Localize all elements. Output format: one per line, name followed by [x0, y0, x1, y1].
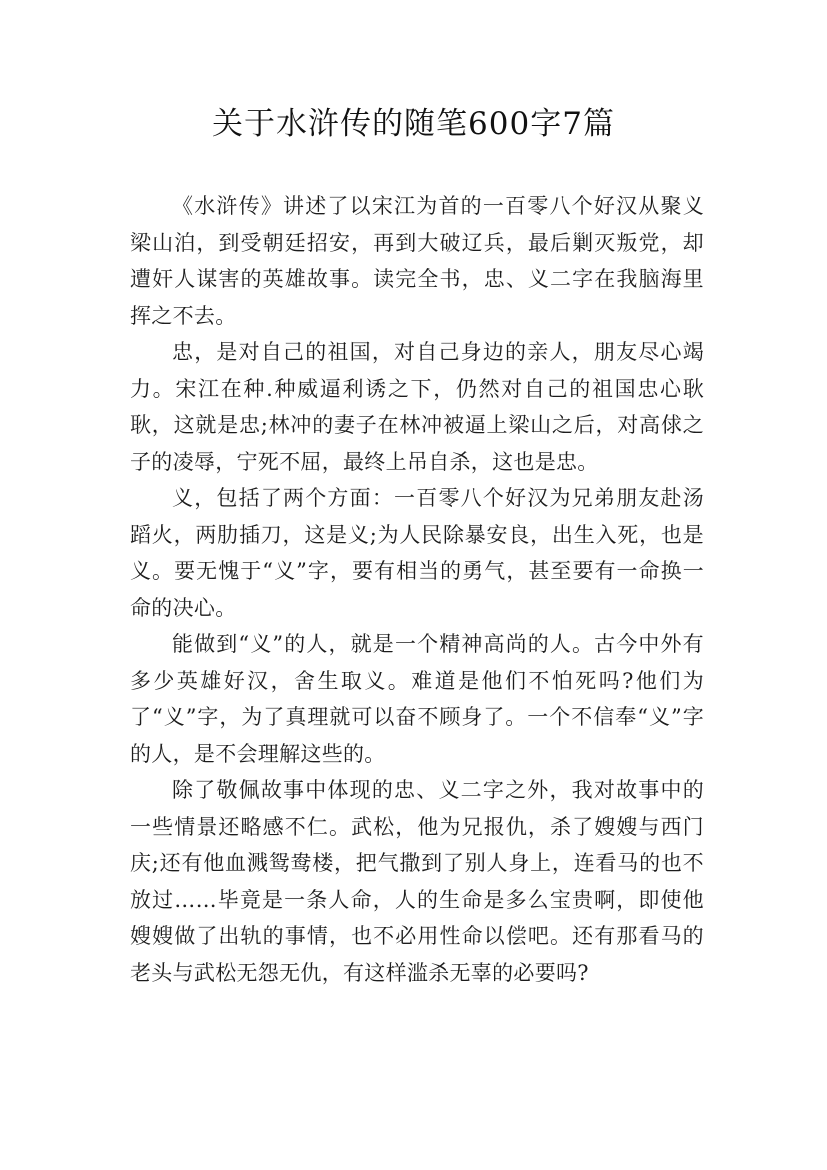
document-body [130, 188, 704, 991]
paragraph-2: 忠，是对自己的祖国，对自己身边的亲人，朋友尽心竭力。宋江在种.种威逼利诱之下，仍然对自己的祖国忠心耿耿，这就是忠;林冲的妻子在林冲被逼上梁山之后，对高俅之子的凌辱，宁死不屈，最终上吊自杀，这也是忠。 [130, 340, 704, 474]
document-title: 关于水浒传的随笔600字7篇 [212, 106, 615, 142]
paragraph-5: 除了敬佩故事中体现的忠、义二字之外，我对故事中的一些情景还略感不仁。武松，他为兄报仇，杀了嫂嫂与西门庆;还有他血溅鸳鸯楼，把气撒到了别人身上，连看马的也不放过……毕竟是一条人命，人的生命是多么宝贵啊，即使他嫂嫂做了出轨的事情，也不必用性命以偿吧。还有那看马的老头与武松无怨无仇，有这样滥杀无辜的必要吗? [130, 778, 704, 985]
paragraph-4: 能做到“义”的人，就是一个精神高尚的人。古今中外有多少英雄好汉，舍生取义。难道是他们不怕死吗?他们为了“义”字，为了真理就可以奋不顾身了。一个不信奉“义”字的人，是不会理解这些的。 [130, 632, 704, 766]
paragraph-1: 《水浒传》讲述了以宋江为首的一百零八个好汉从聚义梁山泊，到受朝廷招安，再到大破辽兵，最后剿灭叛党，却遭奸人谋害的英雄故事。读完全书，忠、义二字在我脑海里挥之不去。 [130, 194, 704, 328]
paragraph-3: 义，包括了两个方面：一百零八个好汉为兄弟朋友赴汤蹈火，两肋插刀，这是义;为人民除暴安良，出生入死，也是义。要无愧于“义”字，要有相当的勇气，甚至要有一命换一命的决心。 [130, 486, 704, 620]
